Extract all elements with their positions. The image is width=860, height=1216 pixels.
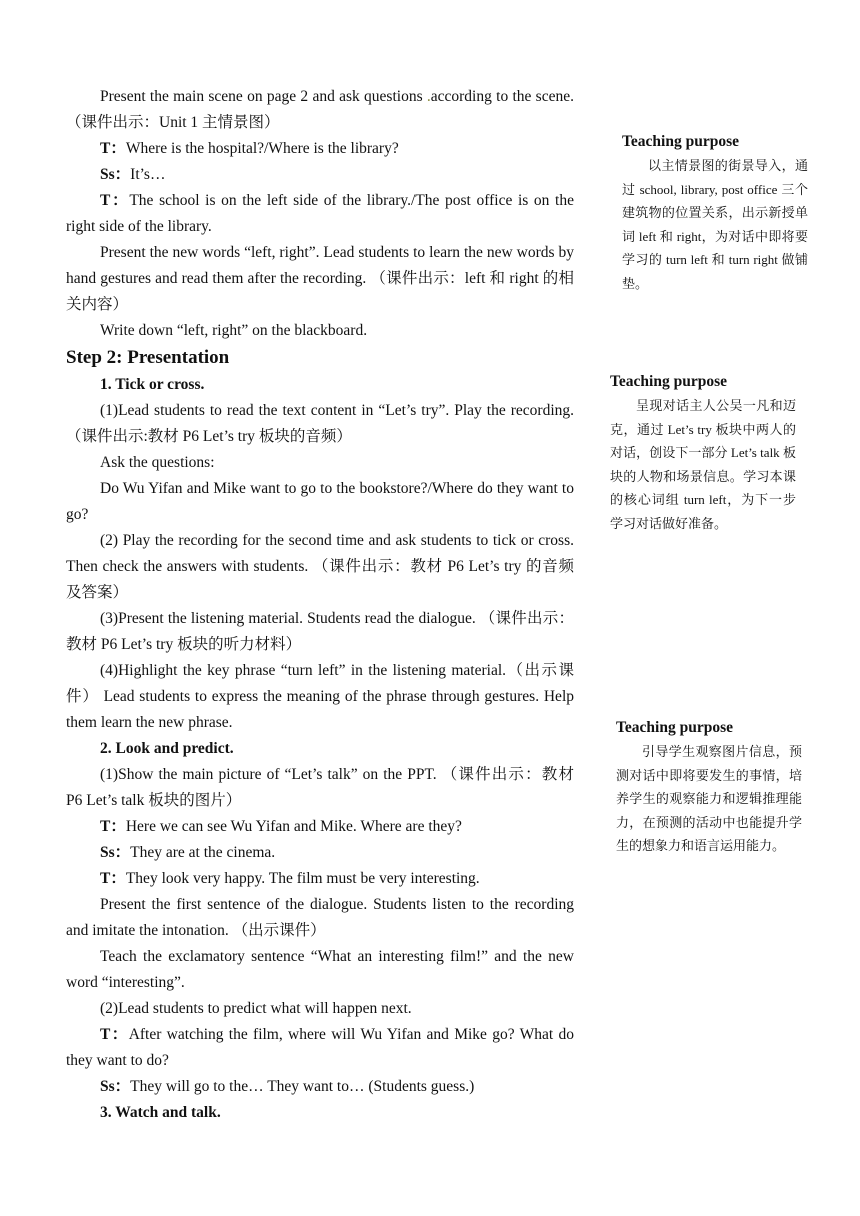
subheading: 2. Look and predict. (100, 740, 234, 757)
teaching-purpose-note (622, 130, 808, 295)
teaching-purpose-note (616, 716, 802, 858)
paragraph: (2) Play the recording for the second time and ask students to tick or cross. Then check the answers with students. （课件出示：教材 P6 Let’s try 的音频及答案） (66, 532, 574, 601)
note-text: 引导学生观察图片信息，预测对话中即将要发生的事情，培养学生的观察能力和逻辑推理能力，在预测的活动中也能提升学生的想象力和语言运用能力。 (616, 744, 802, 853)
paragraph: Present the new words “left, right”. Lead students to learn the new words by hand gestures and read them after the recording. （课件出示：left 和 right 的相关内容） (66, 244, 574, 313)
speaker: T： (100, 192, 130, 209)
paragraph: (1)Lead students to read the text content in “Let’s try”. Play the recording. （课件出示:教材 P6 Let’s try 板块的音频） (66, 402, 574, 445)
dialogue-line: Ss：They are at the cinema. (100, 844, 276, 861)
speaker: T： (100, 140, 126, 157)
dot-mark: . (426, 88, 431, 105)
subheading: 3. Watch and talk. (100, 1104, 221, 1121)
speaker: Ss： (100, 1078, 131, 1095)
dialogue-line: T：They look very happy. The film must be very interesting. (100, 870, 480, 887)
paragraph: Present the main scene on page 2 and ask questions .according to the scene. （课件出示：Unit 1 主情景图） (66, 88, 574, 131)
teaching-purpose-note (610, 370, 796, 535)
note-text: 以主情景图的街景导入，通过 school, library, post office 三个建筑物的位置关系，出示新授单词 left 和 right，为对话中即将要学习的 turn left 和 turn right 做铺垫。 (622, 158, 808, 291)
paragraph: Present the first sentence of the dialogue. Students listen to the recording and imitate the intonation. （出示课件） (66, 896, 574, 939)
paragraph: (3)Present the listening material. Students read the dialogue. （课件出示：教材 P6 Let’s try 板块的听力材料） (66, 610, 574, 653)
paragraph: Ask the questions: (100, 454, 215, 471)
dialogue-line: T：The school is on the left side of the library./The post office is on the right side of the library. (66, 192, 574, 235)
note-heading: Teaching purpose (616, 719, 733, 736)
paragraph: Do Wu Yifan and Mike want to go to the bookstore?/Where do they want to go? (66, 480, 574, 523)
dialogue-line: Ss：It’s… (100, 166, 166, 183)
dialogue-line: T：Where is the hospital?/Where is the library? (100, 140, 399, 157)
speaker: Ss： (100, 844, 131, 861)
dialogue-line: T：After watching the film, where will Wu Yifan and Mike go? What do they want to do? (66, 1026, 574, 1069)
paragraph: Teach the exclamatory sentence “What an interesting film!” and the new word “interesting”. (66, 948, 574, 991)
subheading: 1. Tick or cross. (100, 376, 205, 393)
paragraph: (2)Lead students to predict what will happen next. (100, 1000, 412, 1017)
lesson-body (66, 84, 574, 1126)
speaker: Ss： (100, 166, 131, 183)
note-text: 呈现对话主人公吴一凡和迈克，通过 Let’s try 板块中两人的对话，创设下一部分 Let’s talk 板块的人物和场景信息。学习本课的核心词组 turn left，为下一步学习对话做好准备。 (610, 398, 796, 531)
step-heading: Step 2: Presentation (66, 347, 230, 368)
dialogue-line: T：Here we can see Wu Yifan and Mike. Where are they? (100, 818, 462, 835)
note-heading: Teaching purpose (622, 133, 739, 150)
note-heading: Teaching purpose (610, 373, 727, 390)
dialogue-line: Ss：They will go to the… They want to… (Students guess.) (100, 1078, 475, 1095)
paragraph: (1)Show the main picture of “Let’s talk” on the PPT. （课件出示：教材 P6 Let’s talk 板块的图片） (66, 766, 574, 809)
paragraph: (4)Highlight the key phrase “turn left” in the listening material.（出示课件） Lead students to express the meaning of the phrase through gestures. Help them learn the new phrase. (66, 662, 574, 731)
speaker: T： (100, 818, 126, 835)
paragraph: Write down “left, right” on the blackboard. (100, 322, 368, 339)
speaker: T： (100, 1026, 129, 1043)
speaker: T： (100, 870, 126, 887)
